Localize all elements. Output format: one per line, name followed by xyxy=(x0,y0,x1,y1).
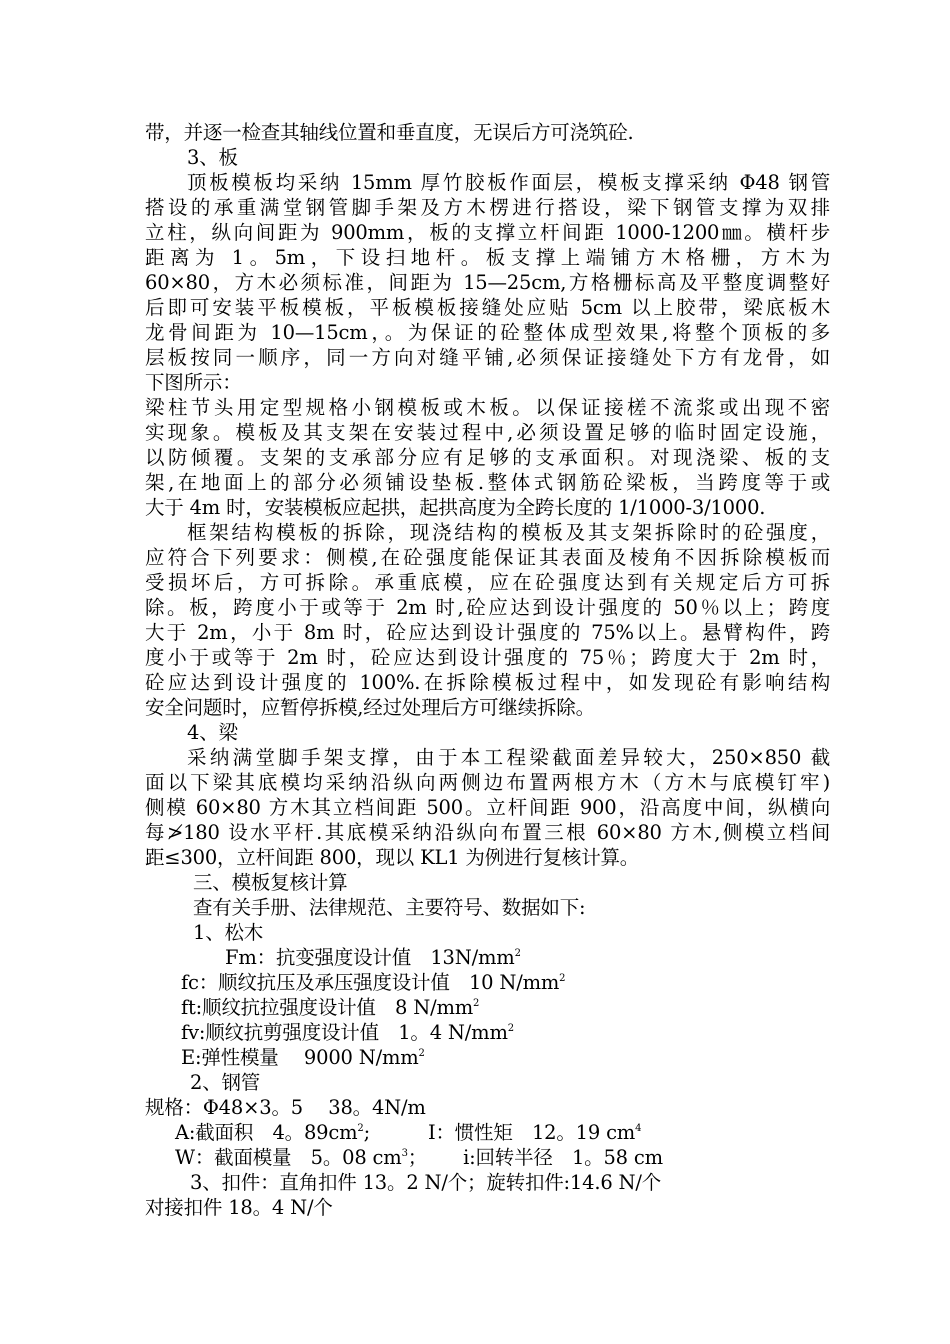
text-line: 60×80，方木必须标准，间距为 15—25cm,方格栅标高及平整度调整好 xyxy=(145,271,830,294)
text-line: 安全问题时，应暂停拆模,经过处理后方可继续拆除。 xyxy=(145,696,595,719)
text-line: 查有关手册、法律规范、主要符号、数据如下: xyxy=(193,896,586,919)
text-line: 每≯180 设水平杆.其底模采纳沿纵向布置三根 60×80 方木,侧模立档间 xyxy=(145,821,830,844)
document-page xyxy=(145,120,830,1220)
steel-modulus-radius: W：截面模量 5。08 $cm^3$； i:回转半径 1。58 cm xyxy=(175,1146,663,1169)
property-fv: fv:顺纹抗剪强度设计值 1。4 $N/mm^2$ xyxy=(181,1021,514,1044)
text-line: 大于 4m 时，安装模板应起拱，起拱高度为全跨长度的 1/1000-3/1000. xyxy=(145,496,766,519)
text-line: 采纳满堂脚手架支撑，由于本工程梁截面差异较大，250×850 截 xyxy=(187,746,830,769)
section-heading: 三、模板复核计算 xyxy=(193,871,348,894)
text-line: 距≤300，立杆间距 800，现以 KL1 为例进行复核计算。 xyxy=(145,846,640,869)
text-line: 度小于或等于 2m 时，砼应达到设计强度的 75％；跨度大于 2m 时， xyxy=(145,646,830,669)
text-line: 带，并逐一检查其轴线位置和垂直度，无误后方可浇筑砼. xyxy=(145,121,634,144)
text-line: 实现象。模板及其支架在安装过程中,必须设置足够的临时固定设施， xyxy=(145,421,830,444)
section-heading: 3、板 xyxy=(187,146,238,169)
steel-spec: 规格：Φ48×3。5 38。4N/m xyxy=(145,1096,426,1119)
property-fc: fc：顺纹抗压及承压强度设计值 10 $N/mm^2$ xyxy=(181,971,566,994)
text-line: 梁柱节头用定型规格小钢模板或木板。以保证接槎不流浆或出现不密 xyxy=(145,396,830,419)
text-line: 侧模 60×80 方木其立档间距 500。立杆间距 900，沿高度中间，纵横向 xyxy=(145,796,830,819)
text-line: 受损坏后，方可拆除。承重底模，应在砼强度达到有关规定后方可拆 xyxy=(145,571,830,594)
property-ft: ft:顺纹抗拉强度设计值 8 $N/mm^2$ xyxy=(181,996,480,1019)
text-line: 下图所示： xyxy=(145,371,242,394)
text-line: 除。板，跨度小于或等于 2m 时,砼应达到设计强度的 50％以上；跨度 xyxy=(145,596,830,619)
fastener-line: 对接扣件 18。4 N/个 xyxy=(145,1196,333,1219)
text-line: 龙骨间距为 10—15cm，。为保证的砼整体成型效果,将整个顶板的多 xyxy=(145,321,830,344)
section-heading: 1、松木 xyxy=(193,921,264,944)
text-line: 立柱，纵向间距为 900mm，板的支撑立杆间距 1000-1200㎜。横杆步 xyxy=(145,221,830,244)
text-line: 架,在地面上的部分必须铺设垫板.整体式钢筋砼梁板，当跨度等于或 xyxy=(145,471,830,494)
property-fm: Fm：抗变强度设计值 $13N/mm^2$ xyxy=(225,946,521,969)
section-heading: 2、钢管 xyxy=(190,1071,261,1094)
text-line: 大于 2m，小于 8m 时，砼应达到设计强度的 75%以上。悬臂构件，跨 xyxy=(145,621,830,644)
text-line: 后即可安装平板模板，平板模板接缝处应贴 5cm 以上胶带，梁底板木 xyxy=(145,296,830,319)
text-line: 距离为 1。5m，下设扫地杆。板支撑上端铺方木格栅，方木为 xyxy=(145,246,830,269)
text-line: 搭设的承重满堂钢管脚手架及方木楞进行搭设，梁下钢管支撑为双排 xyxy=(145,196,830,219)
text-line: 砼应达到设计强度的 100%.在拆除模板过程中，如发现砼有影响结构 xyxy=(145,671,830,694)
section-heading: 4、梁 xyxy=(187,721,238,744)
text-line: 面以下梁其底模均采纳沿纵向两侧边布置两根方木（方木与底模钉牢) xyxy=(145,771,830,794)
text-line: 顶板模板均采纳 15mm 厚竹胶板作面层，模板支撑采纳 Φ48 钢管 xyxy=(187,171,830,194)
text-line: 框架结构模板的拆除，现浇结构的模板及其支架拆除时的砼强度， xyxy=(187,521,830,544)
steel-area-inertia: A:截面积 4。$89cm^2$; I：惯性矩 12。19 $cm^4$ xyxy=(175,1121,642,1144)
property-e: E:弹性模量 9000 $N/mm^2$ xyxy=(181,1046,425,1069)
fastener-line: 3、扣件：直角扣件 13。2 N/个；旋转扣件:14.6 N/个 xyxy=(190,1171,662,1194)
text-line: 层板按同一顺序，同一方向对缝平铺,必须保证接缝处下方有龙骨，如 xyxy=(145,346,830,369)
text-line: 应符合下列要求：侧模,在砼强度能保证其表面及棱角不因拆除模板而 xyxy=(145,546,830,569)
text-line: 以防倾覆。支架的支承部分应有足够的支承面积。对现浇梁、板的支 xyxy=(145,446,830,469)
